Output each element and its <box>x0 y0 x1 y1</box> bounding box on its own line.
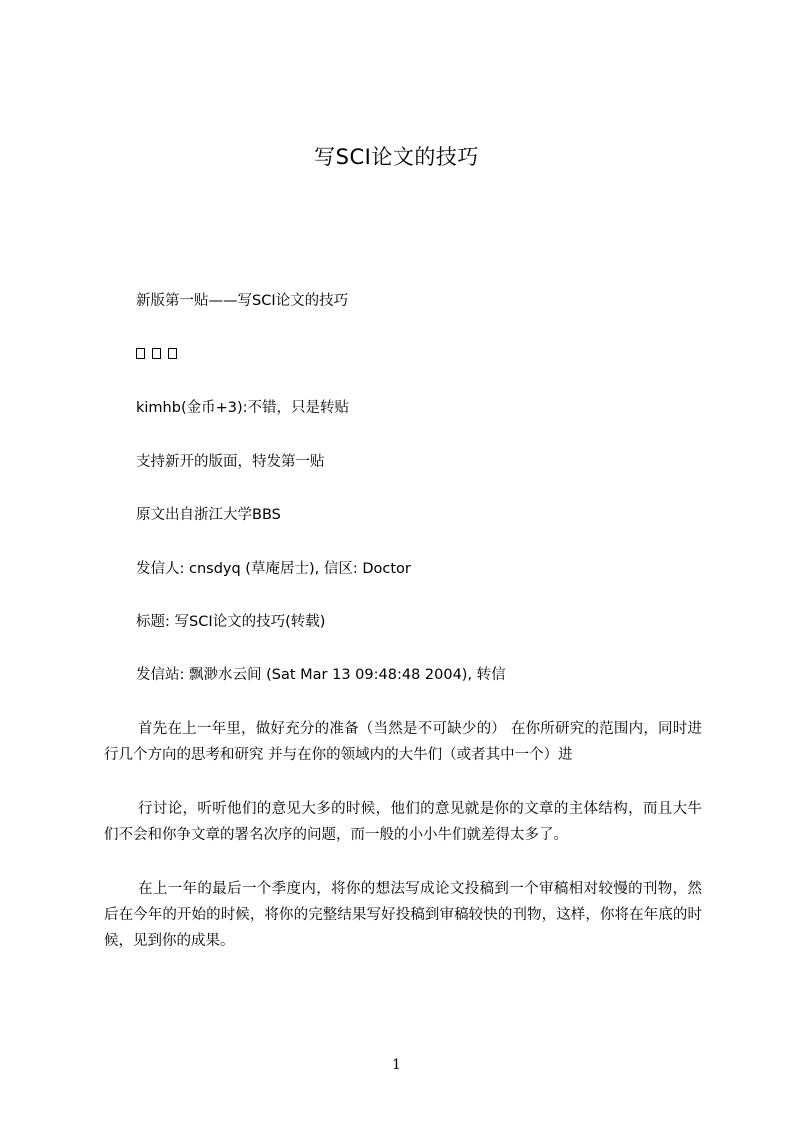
station-line: 发信站: 飘渺水云间 (Sat Mar 13 09:48:48 2004), 转信 <box>136 667 506 683</box>
page-number: 1 <box>392 1057 401 1073</box>
body-paragraph: 行讨论，听听他们的意见大多的时候，他们的意见就是你的文章的主体结构，而且大牛们不会和你争文章的署名次序的问题，而一般的小小牛们就差得太多了。 <box>104 801 702 843</box>
missing-glyph-placeholders <box>136 343 177 363</box>
missing-glyph-box <box>152 348 161 359</box>
sender-line: 发信人: cnsdyq (草庵居士), 信区: Doctor <box>136 561 411 577</box>
document-title: 写SCI论文的技巧 <box>314 145 479 169</box>
missing-glyph-box <box>136 348 145 359</box>
reply-comment: kimhb(金币+3):不错，只是转贴 <box>136 400 350 416</box>
support-note: 支持新开的版面，特发第一贴 <box>136 454 325 470</box>
source-note: 原文出自浙江大学BBS <box>136 507 281 523</box>
subject-line: 标题: 写SCI论文的技巧(转载) <box>136 614 326 630</box>
body-paragraph: 首先在上一年里，做好充分的准备（当然是不可缺少的） 在你所研究的范围内，同时进行几个方向的思考和研究 并与在你的领域内的大牛们（或者其中一个）进 <box>104 721 702 763</box>
missing-glyph-box <box>168 348 177 359</box>
body-paragraph: 在上一年的最后一个季度内，将你的想法写成论文投稿到一个审稿相对较慢的刊物，然后在今年的开始的时候，将你的完整结果写好投稿到审稿较快的刊物，这样，你将在年底的时候，见到你的成果。 <box>104 881 702 949</box>
post-heading: 新版第一贴——写SCI论文的技巧 <box>136 293 349 309</box>
